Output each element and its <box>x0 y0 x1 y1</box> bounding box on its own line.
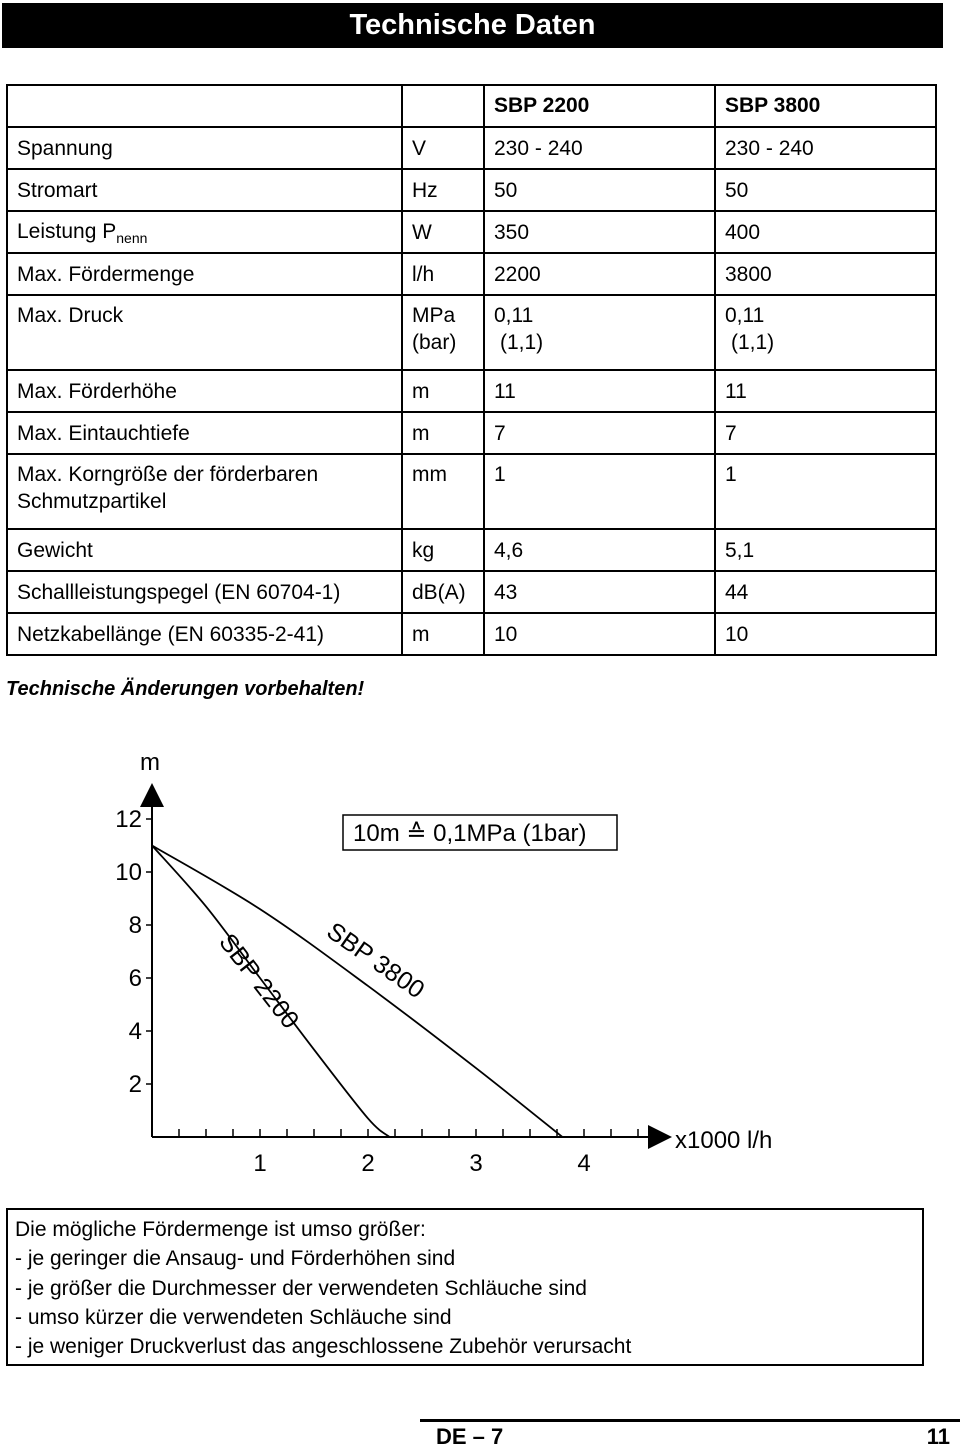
row-unit: l/h <box>402 253 484 295</box>
row-label-cell <box>7 211 402 253</box>
table-row <box>7 571 936 613</box>
curve-sbp-3800 <box>152 846 562 1138</box>
row-label-subscript: nenn <box>116 229 148 246</box>
row-label: Max. Druck <box>7 295 402 370</box>
y-tick-label: 4 <box>128 1018 142 1045</box>
x-tick-label: 4 <box>577 1150 591 1177</box>
row-unit: mm <box>402 454 484 529</box>
y-tick-label: 10 <box>115 859 142 886</box>
row-label-cell <box>7 454 402 529</box>
table-row <box>7 295 936 370</box>
row-sbp3800: 230 - 240 <box>715 127 936 169</box>
row-sbp3800: 3800 <box>715 253 936 295</box>
row-sbp3800: 400 <box>715 211 936 253</box>
row-sbp3800: 10 <box>715 613 936 655</box>
table-row <box>7 127 936 169</box>
row-sbp3800-secondary: (1,1) <box>731 331 775 354</box>
row-sbp2200-secondary: (1,1) <box>500 331 544 354</box>
row-label: Netzkabellänge (EN 60335-2-41) <box>7 613 402 655</box>
row-sbp3800: 11 <box>715 370 936 412</box>
y-tick-label: 6 <box>128 965 142 992</box>
row-sbp2200: 43 <box>484 571 715 613</box>
row-sbp2200: 7 <box>484 412 715 454</box>
row-sbp2200: 1 <box>484 454 715 529</box>
row-unit: kg <box>402 529 484 571</box>
row-unit: Hz <box>402 169 484 211</box>
y-tick-label: 8 <box>128 912 142 939</box>
table-header-label <box>7 85 402 127</box>
row-label: Stromart <box>7 169 402 211</box>
row-sbp3800: 44 <box>715 571 936 613</box>
info-box <box>6 1208 924 1366</box>
footer-rule <box>420 1419 960 1422</box>
pump-performance-chart <box>90 740 810 1190</box>
table-row <box>7 529 936 571</box>
table-row <box>7 412 936 454</box>
row-sbp3800: 1 <box>715 454 936 529</box>
info-line: - je größer die Durchmesser der verwendeten Schläuche sind <box>15 1276 587 1300</box>
table-header-sbp2200: SBP 2200 <box>484 85 715 127</box>
row-sbp2200: 230 - 240 <box>484 127 715 169</box>
row-sbp2200: 10 <box>484 613 715 655</box>
specs-table <box>6 84 937 656</box>
table-header-sbp3800: SBP 3800 <box>715 85 936 127</box>
row-sbp2200: 50 <box>484 169 715 211</box>
table-row <box>7 454 936 529</box>
table-row <box>7 169 936 211</box>
info-line: - umso kürzer die verwendeten Schläuche sind <box>15 1305 452 1329</box>
row-sbp2200: 350 <box>484 211 715 253</box>
table-row <box>7 211 936 253</box>
row-label: Max. Förderhöhe <box>7 370 402 412</box>
series-label-sbp-2200: SBP 2200 <box>213 928 305 1035</box>
series-label-sbp-3800: SBP 3800 <box>321 916 430 1005</box>
row-unit: m <box>402 412 484 454</box>
technical-changes-note: Technische Änderungen vorbehalten! <box>6 678 365 700</box>
table-header-row <box>7 85 936 127</box>
row-label: Spannung <box>7 127 402 169</box>
info-line: - je weniger Druckverlust das angeschlossene Zubehör verursacht <box>15 1335 632 1359</box>
row-label: Max. Fördermenge <box>7 253 402 295</box>
row-label-secondary: Schmutzpartikel <box>17 490 167 513</box>
y-axis-label: m <box>140 749 160 776</box>
conversion-annotation: 10m ≙ 0,1MPa (1bar) <box>353 820 587 847</box>
row-sbp3800: 5,1 <box>715 529 936 571</box>
row-label: Leistung P <box>17 219 117 243</box>
table-header-unit <box>402 85 484 127</box>
page-title: Technische Daten <box>2 3 943 48</box>
x-axis-label: x1000 l/h <box>675 1127 773 1154</box>
row-sbp3800: 50 <box>715 169 936 211</box>
row-sbp3800-cell <box>715 295 936 370</box>
x-tick-label: 3 <box>469 1150 483 1177</box>
table-row <box>7 370 936 412</box>
row-unit-cell <box>402 295 484 370</box>
row-sbp2200: 2200 <box>484 253 715 295</box>
y-tick-label: 12 <box>115 806 142 833</box>
y-tick-label: 2 <box>128 1071 142 1098</box>
x-tick-label: 1 <box>253 1150 267 1177</box>
row-sbp2200: 4,6 <box>484 529 715 571</box>
footer-page-number: 11 <box>926 1424 950 1449</box>
info-line: Die mögliche Fördermenge ist umso größer: <box>15 1218 426 1241</box>
table-row <box>7 613 936 655</box>
info-line: - je geringer die Ansaug- und Förderhöhen sind <box>15 1247 456 1271</box>
x-tick-label: 2 <box>361 1150 375 1177</box>
row-sbp2200-cell <box>484 295 715 370</box>
row-unit: MPa <box>412 304 456 327</box>
row-sbp3800: 7 <box>715 412 936 454</box>
row-unit: W <box>402 211 484 253</box>
row-sbp2200: 0,11 <box>494 304 534 327</box>
table-row <box>7 253 936 295</box>
row-sbp3800: 0,11 <box>725 304 765 327</box>
row-label: Max. Eintauchtiefe <box>7 412 402 454</box>
row-unit: m <box>402 370 484 412</box>
row-unit: V <box>402 127 484 169</box>
row-label: Gewicht <box>7 529 402 571</box>
row-label: Schallleistungspegel (EN 60704-1) <box>7 571 402 613</box>
row-sbp2200: 11 <box>484 370 715 412</box>
row-unit: m <box>402 613 484 655</box>
row-label: Max. Korngröße der förderbaren <box>17 463 319 486</box>
row-unit-secondary: (bar) <box>412 331 457 354</box>
row-unit: dB(A) <box>402 571 484 613</box>
footer-section-label: DE – 7 <box>436 1424 504 1449</box>
